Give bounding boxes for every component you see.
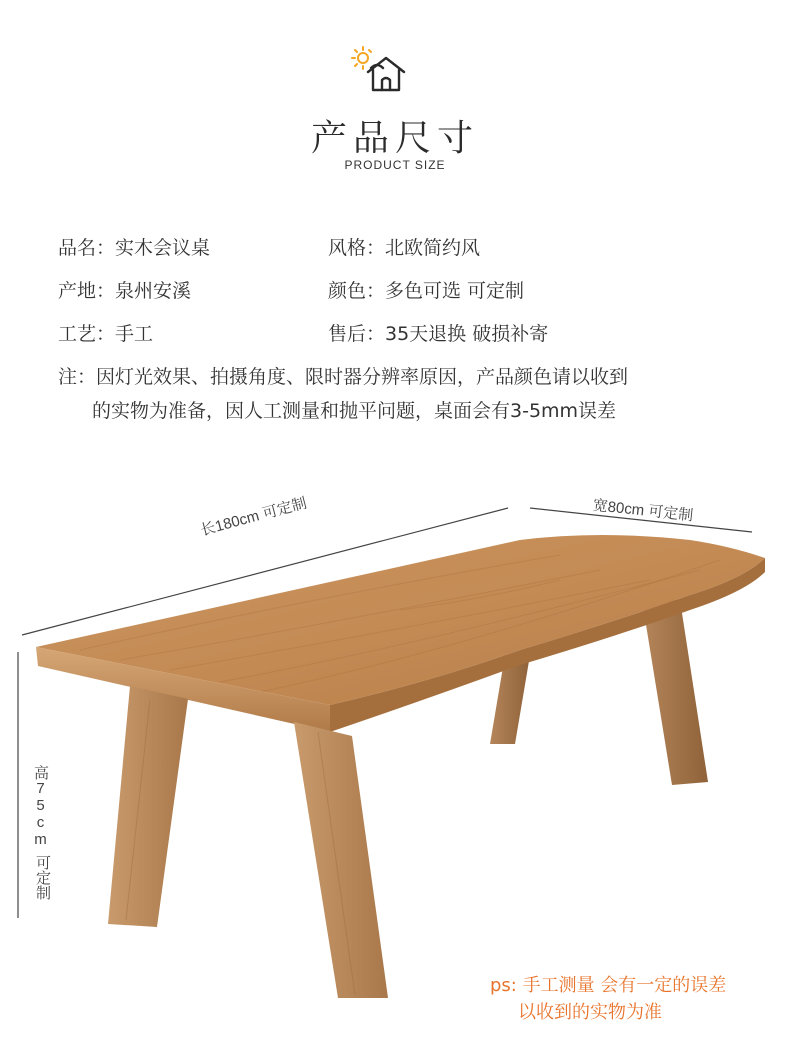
spec-color: 颜色：多色可选 可定制 bbox=[328, 280, 525, 302]
sun-house-icon bbox=[349, 44, 409, 96]
page-title: 产品尺寸 bbox=[310, 118, 479, 159]
spec-name: 品名：实木会议桌 bbox=[58, 237, 211, 259]
page-subtitle: PRODUCT SIZE bbox=[344, 158, 446, 172]
ps-line-2: 以收到的实物为准 bbox=[518, 1002, 662, 1023]
height-custom-label: 可定制 bbox=[34, 855, 51, 900]
note-line-1: 注：因灯光效果、拍摄角度、限时器分辨率原因，产品颜色请以收到 bbox=[58, 366, 629, 388]
wooden-table-image bbox=[0, 460, 790, 1056]
length-label: 长180cm 可定制 bbox=[198, 494, 309, 540]
spec-style: 风格：北欧简约风 bbox=[328, 237, 481, 259]
note-line-2: 的实物为准备，因人工测量和抛平问题，桌面会有3-5mm误差 bbox=[92, 400, 617, 422]
spec-after-sales: 售后：35天退换 破损补寄 bbox=[328, 323, 549, 345]
ps-line-1: ps: 手工测量 会有一定的误差 bbox=[490, 975, 727, 996]
spec-craft: 工艺：手工 bbox=[58, 323, 154, 345]
width-label: 宽80cm 可定制 bbox=[591, 496, 694, 525]
height-label: 高75cm bbox=[32, 765, 49, 848]
spec-origin: 产地：泉州安溪 bbox=[58, 280, 192, 302]
